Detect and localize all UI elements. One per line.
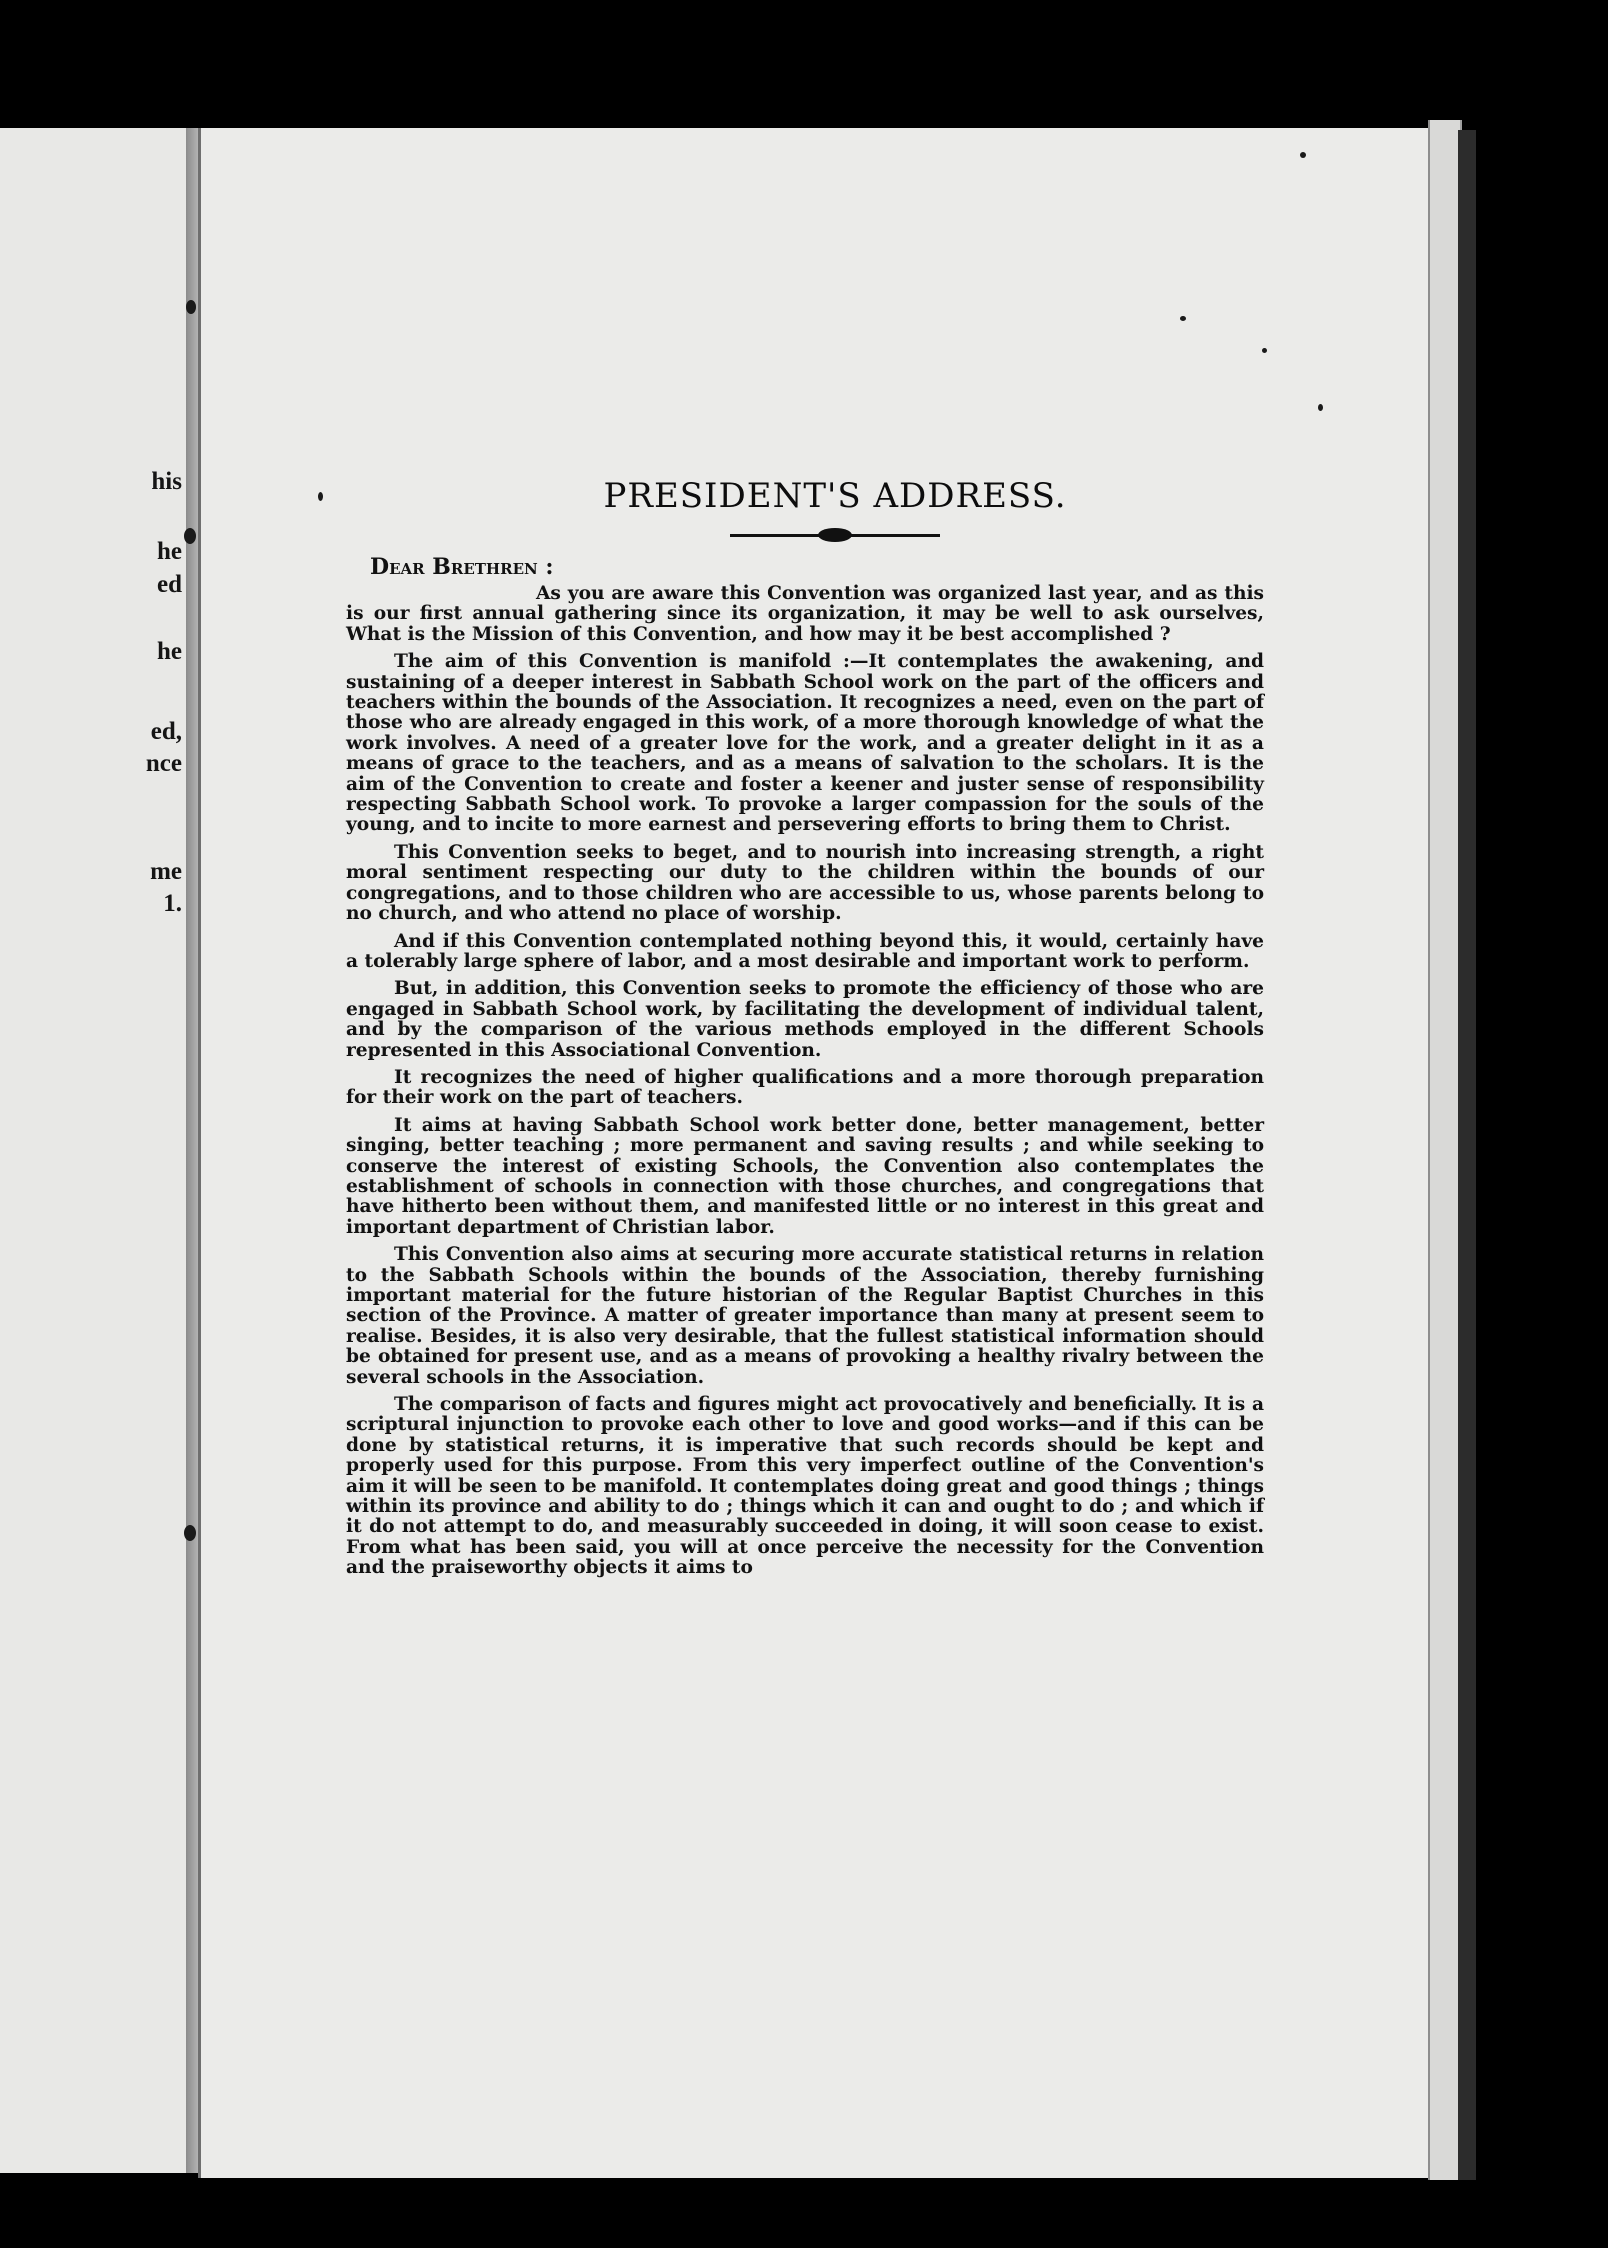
binding-mark <box>184 1525 196 1541</box>
facing-page-fragment <box>0 128 191 2173</box>
facing-page-text: he <box>157 638 182 665</box>
body-paragraph: The aim of this Convention is manifold :—It contemplates the awakening, and sustaining of a deeper interest in Sabbath School work on the part of the officers and teachers within the bounds of the Association. It recognizes a need, even on the part of those who are already engaged in this work, of a more thorough knowledge of what the work involves. A need of a greater love for the work, and a greater delight in it as a means of grace to the teachers, and as a means of salvation to the scholars. It is the aim of the Convention to create and foster a keener and juster sense of responsibility respecting Sabbath School work. To provoke a larger compassion for the souls of the young, and to incite to more earnest and persevering efforts to bring them to Christ. <box>346 651 1264 836</box>
facing-page-text: ed, <box>150 718 182 745</box>
facing-page-text: me <box>150 858 182 885</box>
binding-mark <box>186 300 196 314</box>
scan-speck <box>1300 152 1306 158</box>
scan-speck <box>1262 348 1267 353</box>
page-content <box>346 476 1264 1586</box>
facing-page-text: ed <box>157 571 182 598</box>
facing-page-text: his <box>151 468 182 495</box>
facing-page-text: he <box>157 538 182 565</box>
facing-page-text: 1. <box>163 890 182 917</box>
title-ornament-rule <box>730 526 940 544</box>
body-paragraph: This Convention also aims at securing more accurate statistical returns in relation to the Sabbath Schools within the bounds of the Association, thereby furnishing important material for the future historian of the Regular Baptist Churches in this section of the Province. A matter of greater importance than many at present seem to realise. Besides, it is also very desirable, that the fullest statistical information should be obtained for present use, and as a means of provoking a healthy rivalry between the several schools in the Association. <box>346 1244 1264 1388</box>
body-paragraph: As you are aware this Convention was organized last year, and as this is our first annual gathering since its organization, it may be well to ask ourselves, What is the Mission of this Convention, and how may it be best accomplished ? <box>346 583 1264 645</box>
page-title: PRESIDENT'S ADDRESS. <box>603 476 1067 516</box>
page-edge <box>1428 120 1462 2180</box>
body-paragraph: The comparison of facts and figures might act provocatively and beneficially. It is a scriptural injunction to provoke each other to love and good works—and if this can be done by statistical returns, it is imperative that such records should be kept and properly used for this purpose. From this very imperfect outline of the Convention's aim it will be seen to be manifold. It contemplates doing great and good things ; things within its province and ability to do ; things which it can and ought to do ; and which if it do not attempt to do, and measurably succeeded in doing, it will soon cease to exist. From what has been said, you will at once perceive the necessity for the Convention and the praiseworthy objects it aims to <box>346 1394 1264 1579</box>
body-paragraph: This Convention seeks to beget, and to nourish into increasing strength, a right moral sentiment respecting our duty to the children within the bounds of our congregations, and to those children who are accessible to us, whose parents belong to no church, and who attend no place of worship. <box>346 841 1264 925</box>
scan-speck <box>1180 316 1186 321</box>
body-paragraph: And if this Convention contemplated nothing beyond this, it would, certainly have a tolerably large sphere of labor, and a most desirable and important work to perform. <box>346 930 1264 972</box>
facing-page-text: nce <box>145 750 182 777</box>
scan-speck <box>1318 404 1323 411</box>
salutation: Dear Brethren : <box>370 554 554 580</box>
page-edge-shadow <box>1458 130 1476 2180</box>
body-paragraph: It recognizes the need of higher qualifications and a more thorough preparation for their work on the part of teachers. <box>346 1066 1264 1109</box>
binding-mark <box>184 528 196 544</box>
scan-speck <box>318 492 323 501</box>
body-paragraph: But, in addition, this Convention seeks to promote the efficiency of those who are engaged in Sabbath School work, by facilitating the development of individual talent, and by the comparison of the various methods employed in the different Schools represented in this Associational Convention. <box>346 978 1264 1061</box>
body-paragraph: It aims at having Sabbath School work better done, better management, better singing, better teaching ; more permanent and saving results ; and while seeking to conserve the interest of existing Schools, the Convention also contemplates the establishment of schools in connection with those churches, and congregations that have hitherto been without them, and manifested little or no interest in this great and important department of Christian labor. <box>346 1114 1264 1238</box>
